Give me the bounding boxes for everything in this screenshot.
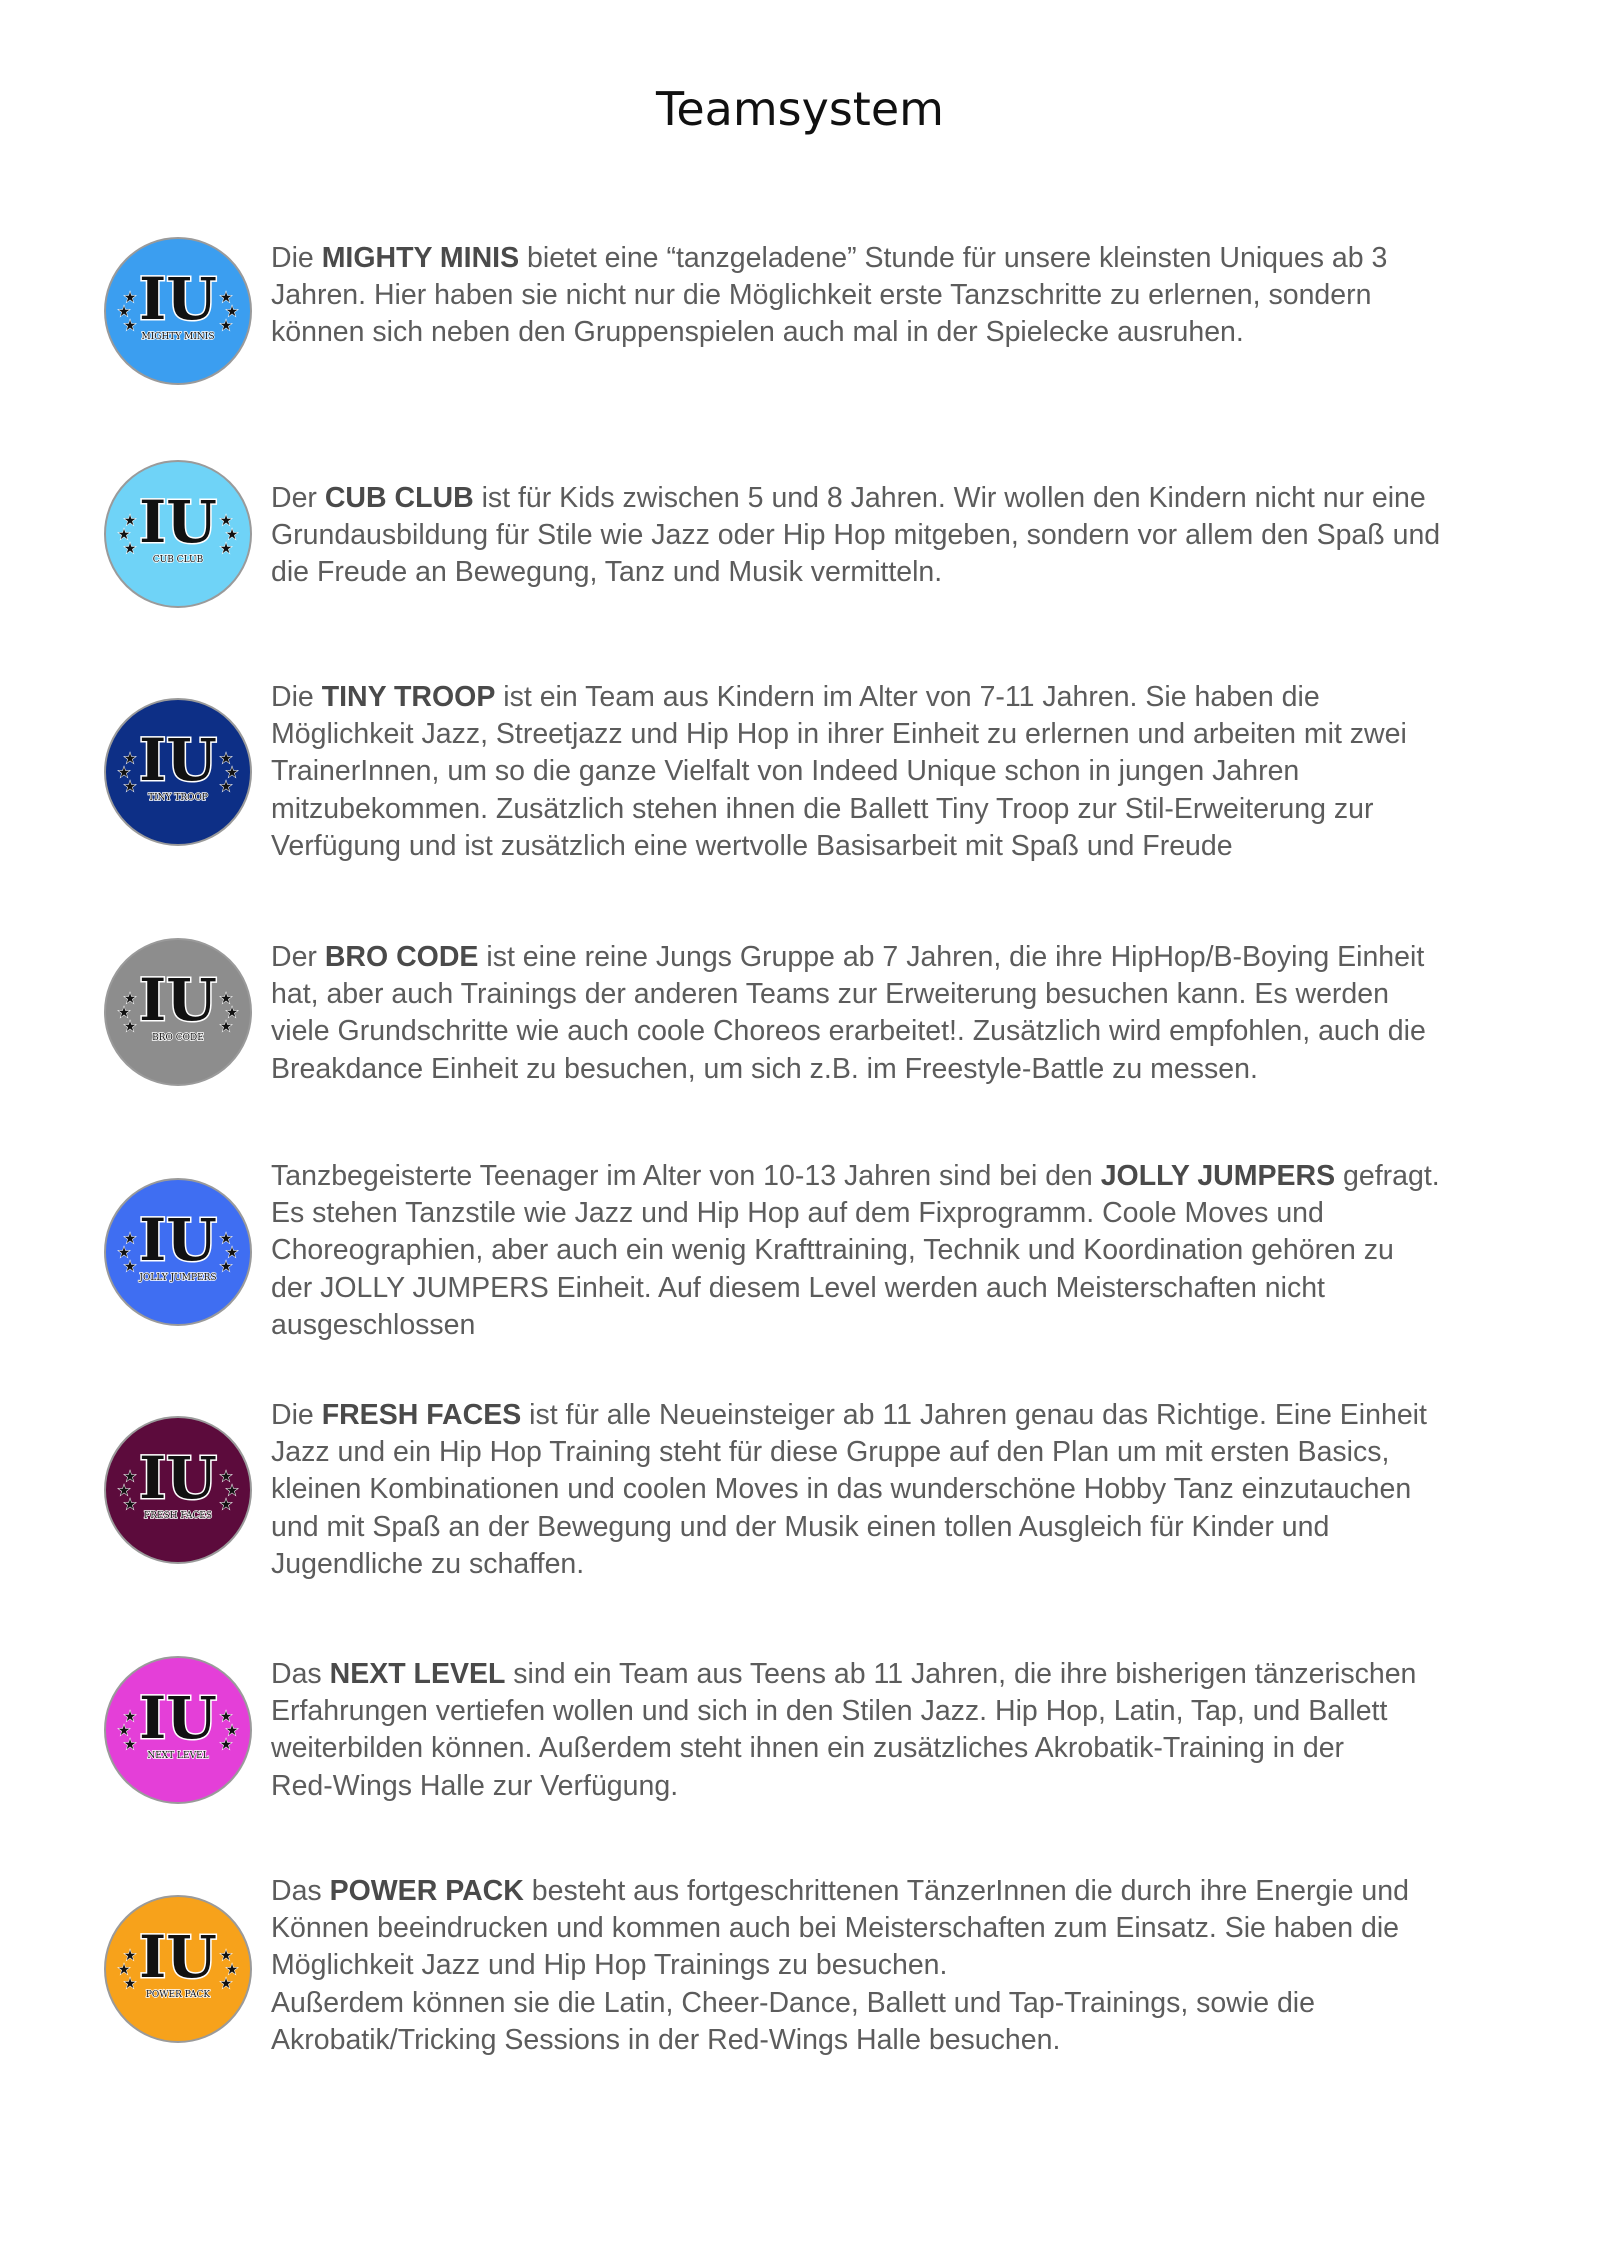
iu-logo-icon — [106, 462, 250, 606]
star-icon: ★ — [123, 1230, 137, 1246]
iu-logo-icon — [106, 940, 250, 1084]
badge-label: BRO CODE — [152, 1033, 204, 1043]
description-lead: Tanzbegeisterte Teenager im Alter von 10-13 Jahren sind bei den — [271, 1160, 1101, 1192]
team-description — [271, 1873, 1511, 2059]
description-body: bietet eine “tanzgeladene” Stunde für unsere kleinsten Uniques ab 3 Jahren. Hier haben sie nicht nur die Möglichkeit erste Tanzschritte zu erlernen, sondern können sich neben den Gruppenspielen auch mal in der Spielecke ausruhen. — [271, 242, 1388, 349]
team-logo-badge — [104, 1178, 252, 1326]
logo-mark: IU — [139, 1923, 217, 1991]
team-description — [271, 1397, 1511, 1583]
description-lead: Die — [271, 1399, 322, 1431]
description-lead: Der — [271, 482, 325, 514]
logo-mark: IU — [139, 726, 217, 794]
badge-label: TINY TROOP — [148, 793, 208, 803]
star-icon: ★ — [117, 303, 131, 319]
page-title: Teamsystem — [656, 82, 944, 136]
star-icon: ★ — [117, 1722, 131, 1738]
star-icon: ★ — [123, 1018, 137, 1034]
star-icon: ★ — [219, 317, 233, 333]
star-icon: ★ — [123, 1947, 137, 1963]
description-lead: Das — [271, 1875, 330, 1907]
description-lead: Die — [271, 681, 322, 713]
iu-logo-icon — [106, 700, 250, 844]
iu-logo-icon — [106, 1897, 250, 2041]
star-icon: ★ — [219, 1258, 233, 1274]
description-lead: Das — [271, 1658, 330, 1690]
team-name: NEXT LEVEL — [329, 1658, 506, 1690]
logo-mark: IU — [139, 265, 217, 333]
team-description — [271, 1656, 1511, 1805]
team-logo-badge — [104, 698, 252, 846]
star-icon: ★ — [117, 1004, 131, 1020]
team-logo-badge — [104, 1895, 252, 2043]
star-icon: ★ — [219, 990, 233, 1006]
star-icon: ★ — [225, 1244, 239, 1260]
badge-label: NEXT LEVEL — [147, 1751, 209, 1761]
badge-label: CUB CLUB — [152, 555, 204, 565]
description-body: ist für alle Neueinsteiger ab 11 Jahren genau das Richtige. Eine Einheit Jazz und ein Hip Hop Training steht für diese Gruppe auf den Plan um mit ersten Basics, kleinen Kombinationen und coolen Moves in das wunderschöne Hobby Tanz einzutauchen und mit Spaß an der Bewegung und der Musik einen tollen Ausgleich für Kinder und Jugendliche zu schaffen. — [271, 1399, 1427, 1580]
team-name: BRO CODE — [324, 941, 479, 973]
badge-label: MIGHTY MINIS — [141, 332, 215, 342]
star-icon: ★ — [123, 990, 137, 1006]
star-icon: ★ — [219, 1018, 233, 1034]
description-lead: Der — [271, 941, 325, 973]
star-icon: ★ — [123, 512, 137, 528]
team-name: FRESH FACES — [321, 1399, 522, 1431]
star-icon: ★ — [123, 317, 137, 333]
logo-mark: IU — [139, 1206, 217, 1274]
badge-label: JOLLY JUMPERS — [139, 1273, 217, 1283]
star-icon: ★ — [123, 540, 137, 556]
star-icon: ★ — [219, 1496, 233, 1512]
team-description — [271, 240, 1511, 352]
team-logo-badge — [104, 237, 252, 385]
star-icon: ★ — [123, 1468, 137, 1484]
iu-logo-icon — [106, 1418, 250, 1562]
logo-mark: IU — [139, 488, 217, 556]
badge-label: FRESH FACES — [143, 1511, 213, 1521]
star-icon: ★ — [123, 289, 137, 305]
team-description — [271, 1158, 1511, 1344]
description-body: gefragt. Es stehen Tanzstile wie Jazz und Hip Hop auf dem Fixprogramm. Coole Moves und Choreographien, aber auch ein wenig Krafttraining, Technik und Koordination gehören zu der JOLLY JUMPERS Einheit. Auf diesem Level werden auch Meisterschaften nicht ausgeschlossen — [271, 1160, 1440, 1341]
star-icon: ★ — [225, 1004, 239, 1020]
star-icon: ★ — [219, 1708, 233, 1724]
star-icon: ★ — [219, 1947, 233, 1963]
star-icon: ★ — [225, 764, 239, 780]
star-icon: ★ — [219, 1975, 233, 1991]
star-icon: ★ — [117, 1482, 131, 1498]
star-icon: ★ — [123, 778, 137, 794]
star-icon: ★ — [219, 1230, 233, 1246]
description-body: sind ein Team aus Teens ab 11 Jahren, die ihre bisherigen tänzerischen Erfahrungen vertiefen wollen und sich in den Stilen Jazz. Hip Hop, Latin, Tap, und Ballett weiterbilden können. Außerdem steht ihnen ein zusätzliches Akrobatik-Training in der Red-Wings Halle zur Verfügung. — [271, 1658, 1417, 1802]
star-icon: ★ — [219, 512, 233, 528]
star-icon: ★ — [219, 1468, 233, 1484]
star-icon: ★ — [225, 526, 239, 542]
star-icon: ★ — [225, 1722, 239, 1738]
description-body: ist ein Team aus Kindern im Alter von 7-11 Jahren. Sie haben die Möglichkeit Jazz, Streetjazz und Hip Hop in ihrer Einheit zu erlernen und arbeiten mit zwei TrainerInnen, um so die ganze Vielfalt von Indeed Unique schon in jungen Jahren mitzubekommen. Zusätzlich stehen ihnen die Ballett Tiny Troop zur Stil-Erweiterung zur Verfügung und ist zusätzlich eine wertvolle Basisarbeit mit Spaß und Freude — [271, 681, 1407, 862]
iu-logo-icon — [106, 1658, 250, 1802]
team-description — [271, 939, 1511, 1088]
star-icon: ★ — [123, 1736, 137, 1752]
badge-label: POWER PACK — [145, 1990, 211, 2000]
star-icon: ★ — [219, 778, 233, 794]
star-icon: ★ — [117, 1961, 131, 1977]
star-icon: ★ — [123, 750, 137, 766]
star-icon: ★ — [225, 303, 239, 319]
description-lead: Die — [271, 242, 322, 274]
logo-mark: IU — [139, 1684, 217, 1752]
star-icon: ★ — [219, 289, 233, 305]
star-icon: ★ — [225, 1482, 239, 1498]
logo-mark: IU — [139, 1444, 217, 1512]
team-logo-badge — [104, 1656, 252, 1804]
star-icon: ★ — [123, 1258, 137, 1274]
star-icon: ★ — [117, 526, 131, 542]
team-name: POWER PACK — [329, 1875, 524, 1907]
star-icon: ★ — [117, 1244, 131, 1260]
star-icon: ★ — [219, 750, 233, 766]
team-name: CUB CLUB — [324, 482, 474, 514]
team-logo-badge — [104, 460, 252, 608]
star-icon: ★ — [219, 540, 233, 556]
team-logo-badge — [104, 1416, 252, 1564]
star-icon: ★ — [123, 1496, 137, 1512]
team-description — [271, 480, 1511, 592]
team-name: MIGHTY MINIS — [321, 242, 520, 274]
team-logo-badge — [104, 938, 252, 1086]
star-icon: ★ — [123, 1975, 137, 1991]
iu-logo-icon — [106, 1180, 250, 1324]
description-body: besteht aus fortgeschrittenen TänzerInnen die durch ihre Energie und Können beeindrucken und kommen auch bei Meisterschaften zum Einsatz. Sie haben die Möglichkeit Jazz und Hip Hop Trainings zu besuchen. Außerdem können sie die Latin, Cheer-Dance, Ballett und Tap-Trainings, sowie die Akrobatik/Tricking Sessions in der Red-Wings Halle besuchen. — [271, 1875, 1409, 2056]
description-body: ist eine reine Jungs Gruppe ab 7 Jahren, die ihre HipHop/B-Boying Einheit hat, aber auch Trainings der anderen Teams zur Erweiterung besuchen kann. Es werden viele Grundschritte wie auch coole Choreos erarbeitet!. Zusätzlich wird empfohlen, auch die Breakdance Einheit zu besuchen, um sich z.B. im Freestyle-Battle zu messen. — [271, 941, 1426, 1085]
star-icon: ★ — [219, 1736, 233, 1752]
iu-logo-icon — [106, 239, 250, 383]
team-description — [271, 679, 1511, 865]
star-icon: ★ — [123, 1708, 137, 1724]
star-icon: ★ — [117, 764, 131, 780]
logo-mark: IU — [139, 966, 217, 1034]
team-name: TINY TROOP — [321, 681, 496, 713]
description-body: ist für Kids zwischen 5 und 8 Jahren. Wir wollen den Kindern nicht nur eine Grundausbildung für Stile wie Jazz oder Hip Hop mitgeben, sondern vor allem den Spaß und die Freude an Bewegung, Tanz und Musik vermitteln. — [271, 482, 1441, 589]
team-name: JOLLY JUMPERS — [1100, 1160, 1336, 1192]
star-icon: ★ — [225, 1961, 239, 1977]
